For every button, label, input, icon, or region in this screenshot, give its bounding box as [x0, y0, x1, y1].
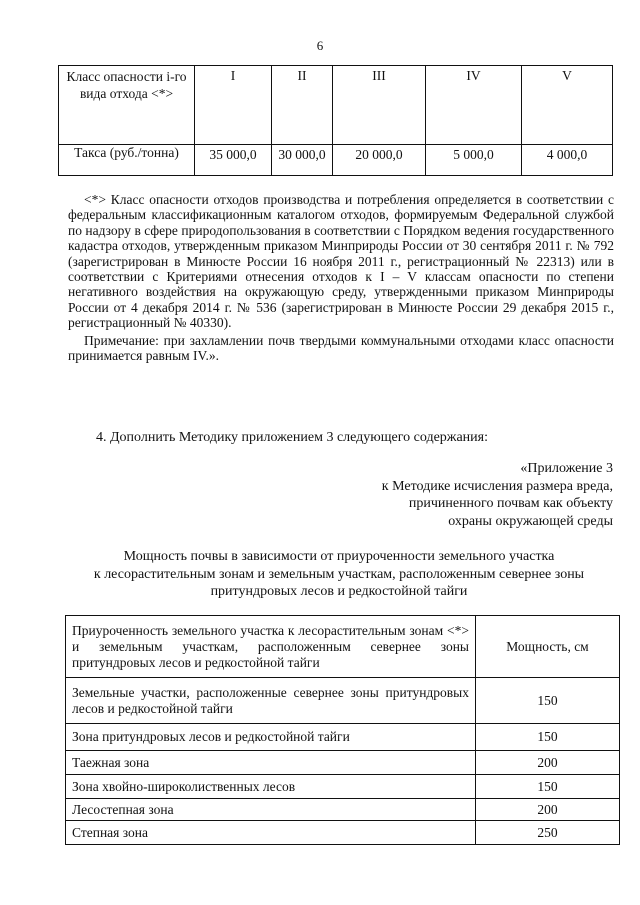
rate-label: Такса (руб./тонна)	[59, 145, 195, 176]
soil-thickness-table	[65, 615, 620, 845]
thickness-header-zone: Приуроченность земельного участка к лесорастительным зонам <*> и земельным участкам, расположенным севернее зоны притундровых лесов и редкостойной тайги	[66, 616, 476, 678]
zone-cell: Зона хвойно-широколиственных лесов	[66, 775, 476, 799]
thickness-cell: 150	[476, 678, 620, 724]
item-4-paragraph: 4. Дополнить Методику приложением 3 следующего содержания:	[96, 430, 488, 445]
section-title-line-2: к лесорастительным зонам и земельным участкам, расположенным севернее зоны	[93, 566, 585, 582]
thickness-cell: 150	[476, 775, 620, 799]
hazard-class-header-label: Класс опасности i-го вида отхода <*>	[59, 66, 195, 145]
rate-value-v: 4 000,0	[522, 145, 613, 176]
thickness-cell: 150	[476, 724, 620, 751]
table-row	[66, 724, 620, 751]
hazard-class-iii: III	[333, 66, 426, 145]
appendix-line-4: охраны окружающей среды	[448, 513, 613, 529]
table-row	[66, 678, 620, 724]
thickness-cell: 200	[476, 799, 620, 821]
section-title-line-1: Мощность почвы в зависимости от приуроченности земельного участка	[123, 549, 555, 564]
zone-cell: Степная зона	[66, 821, 476, 845]
page-number: 6	[316, 38, 324, 53]
footnote-text: <*> Класс опасности отходов производства и потребления определяется в соответствии с федеральным классификационным каталогом отходов, формируемым Федеральной службой по надзору в сфере природопользования в соответствии с Порядком ведения государственного кадастра отходов, утвержденным приказом Минприроды России от 30 сентября 2011 г. № 792 (зарегистрирован в Минюсте России 16 ноября 2011 г., регистрационный № 22313) или в соответствии с Критериями отнесения отходов к I – V классам опасности по степени негативного воздействия на окружающую среду, утвержденными приказом Минприроды России от 4 декабря 2014 г. № 536 (зарегистрирован в Минюсте России 29 декабря 2015 г., регистрационный № 40330).	[68, 192, 614, 331]
hazard-class-i: I	[195, 66, 272, 145]
table-row	[66, 821, 620, 845]
table-row	[66, 751, 620, 775]
hazard-class-iv: IV	[426, 66, 522, 145]
table-row	[66, 799, 620, 821]
zone-cell: Таежная зона	[66, 751, 476, 775]
zone-cell: Зона притундровых лесов и редкостойной тайги	[66, 724, 476, 751]
thickness-cell: 250	[476, 821, 620, 845]
footnote-block	[68, 192, 614, 363]
appendix-line-3: причиненного почвам как объекту	[408, 496, 613, 511]
hazard-class-v: V	[522, 66, 613, 145]
rate-value-i: 35 000,0	[195, 145, 272, 176]
section-title-line-3: притундровых лесов и редкостойной тайги	[210, 584, 468, 599]
thickness-header-value: Мощность, см	[476, 616, 620, 678]
hazard-class-ii: II	[272, 66, 333, 145]
appendix-line-1: «Приложение 3	[520, 461, 613, 476]
table-row	[66, 775, 620, 799]
zone-cell: Земельные участки, расположенные севернее зоны притундровых лесов и редкостойной тайги	[66, 678, 476, 724]
zone-cell: Лесостепная зона	[66, 799, 476, 821]
rate-value-ii: 30 000,0	[272, 145, 333, 176]
hazard-class-header-row	[59, 66, 613, 145]
rate-row	[59, 145, 613, 176]
rate-value-iii: 20 000,0	[333, 145, 426, 176]
rate-value-iv: 5 000,0	[426, 145, 522, 176]
thickness-header-row	[66, 616, 620, 678]
section-title	[58, 548, 620, 601]
thickness-cell: 200	[476, 751, 620, 775]
hazard-class-table	[58, 65, 613, 176]
appendix-line-2: к Методике исчисления размера вреда,	[381, 478, 613, 494]
footnote-note: Примечание: при захламлении почв твердыми коммунальными отходами класс опасности принимается равным IV.».	[68, 332, 614, 364]
appendix-heading	[382, 460, 613, 530]
